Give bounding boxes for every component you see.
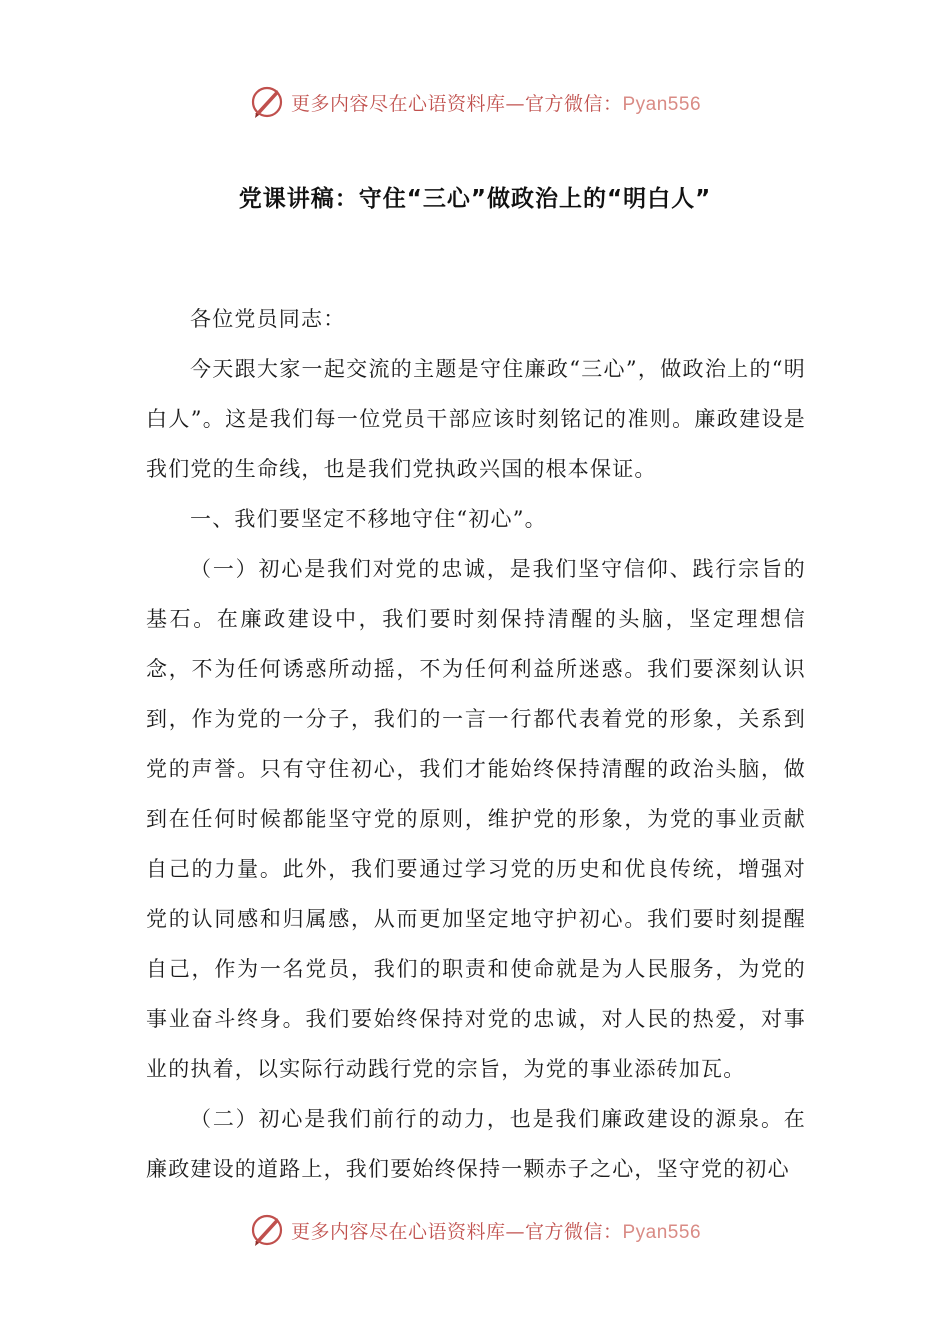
banner-label: 更多内容尽在心语资料库—官方微信： <box>290 1220 623 1243</box>
document-body <box>146 294 806 1194</box>
footer-banner <box>0 1210 950 1250</box>
paragraph: 今天跟大家一起交流的主题是守住廉政“三心”，做政治上的“明白人”。这是我们每一位党员干部应该时刻铭记的准则。廉政建设是我们党的生命线，也是我们党执政兴国的根本保证。 <box>146 357 806 481</box>
quill-logo-icon <box>249 84 285 120</box>
paragraph: （一）初心是我们对党的忠诚，是我们坚守信仰、践行宗旨的基石。在廉政建设中，我们要时刻保持清醒的头脑，坚定理想信念，不为任何诱惑所动摇，不为任何利益所迷惑。我们要深刻认识到，作为党的一分子，我们的一言一行都代表着党的形象，关系到党的声誉。只有守住初心，我们才能始终保持清醒的政治头脑，做到在任何时候都能坚守党的原则，维护党的形象，为党的事业贡献自己的力量。此外，我们要通过学习党的历史和优良传统，增强对党的认同感和归属感，从而更加坚定地守护初心。我们要时刻提醒自己，作为一名党员，我们的职责和使命就是为人民服务，为党的事业奋斗终身。我们要始终保持对党的忠诚，对人民的热爱，对事业的执着，以实际行动践行党的宗旨，为党的事业添砖加瓦。 <box>146 557 806 1081</box>
wechat-id: Pyan556 <box>622 93 702 115</box>
page-title: 党课讲稿：守住“三心”做政治上的“明白人” <box>238 186 712 212</box>
wechat-id: Pyan556 <box>622 1221 702 1243</box>
header-banner <box>0 82 950 122</box>
quill-logo-icon <box>249 1212 285 1248</box>
paragraph: 一、我们要坚定不移地守住“初心”。 <box>190 507 547 531</box>
banner-label: 更多内容尽在心语资料库—官方微信： <box>290 92 623 115</box>
paragraph: （二）初心是我们前行的动力，也是我们廉政建设的源泉。在廉政建设的道路上，我们要始终保持一颗赤子之心，坚守党的初心 <box>146 1107 806 1181</box>
banner-text <box>291 89 701 116</box>
banner-text <box>291 1217 701 1244</box>
paragraph: 各位党员同志： <box>190 307 346 331</box>
